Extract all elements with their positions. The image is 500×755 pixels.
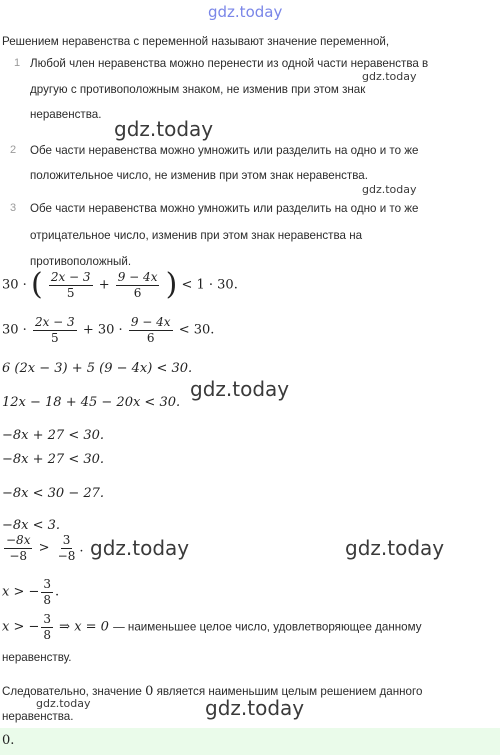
rule-number-1: 1 bbox=[14, 57, 21, 69]
conclusion-line-1: Следовательно, значение 0 является наименьшим целым решением данного bbox=[2, 684, 423, 699]
rule-1-line-3: неравенства. bbox=[30, 108, 102, 121]
equation-line-10: x > − $\frac{3}{8}$ . bbox=[2, 577, 60, 607]
answer-value: 0. bbox=[2, 733, 15, 748]
watermark-small: gdz.today bbox=[362, 70, 417, 83]
watermark-large: gdz.today bbox=[90, 536, 190, 560]
rule-3-line-3: противоположный. bbox=[30, 255, 132, 268]
rule-2-line-2: положительное число, не изменив при этом знак неравенства. bbox=[30, 169, 368, 182]
answer-box bbox=[0, 728, 500, 755]
watermark-large: gdz.today bbox=[205, 696, 305, 720]
equation-line-2: 30 · $\frac{2x - 3}{5}$ + 30 · $\frac{9 - 4x}{6}$ < 30. bbox=[2, 315, 215, 345]
equation-line-4: 12x − 18 + 45 − 20x < 30. bbox=[2, 395, 181, 410]
equation-line-8: −8x < 3. bbox=[2, 518, 61, 533]
rule-1-line-2: другую с противоположным знаком, не изменив при этом знак bbox=[30, 83, 366, 96]
equation-line-1: 30 · ( $\frac{2x - 3}{5}$ + $\frac{9 - 4x}{6}$ ) < 1 · 30. bbox=[2, 267, 238, 302]
equation-line-11: x > − $\frac{3}{8}$ ⇒ x = 0 — наименьшее целое число, удовлетворяющее данному bbox=[2, 612, 422, 642]
equation-line-3: 6 (2x − 3) + 5 (9 − 4x) < 30. bbox=[2, 361, 193, 376]
equation-line-5: −8x + 27 < 30. bbox=[2, 428, 105, 443]
rule-1-line-1: Любой член неравенства можно перенести из одной части неравенства в bbox=[30, 57, 429, 70]
intro-text: Решением неравенства с переменной называют значение переменной, bbox=[2, 35, 390, 48]
rule-3-line-2: отрицательное число, изменив при этом знак неравенства на bbox=[30, 229, 363, 242]
watermark-large: gdz.today bbox=[190, 377, 290, 401]
watermark-large: gdz.today bbox=[345, 536, 445, 560]
rule-3-line-1: Обе части неравенства можно умножить или разделить на одно и то же bbox=[30, 202, 419, 215]
result-text-line-2: неравенству. bbox=[2, 651, 72, 664]
rule-number-3: 3 bbox=[10, 202, 17, 214]
conclusion-line-2: неравенства. bbox=[2, 710, 74, 723]
watermark-large: gdz.today bbox=[114, 117, 214, 141]
rule-number-2: 2 bbox=[10, 144, 17, 156]
watermark-small: gdz.today bbox=[36, 697, 91, 710]
watermark-small: gdz.today bbox=[362, 183, 417, 196]
equation-line-6: −8x + 27 < 30. bbox=[2, 452, 105, 467]
equation-line-7: −8x < 30 − 27. bbox=[2, 486, 105, 501]
watermark-top: gdz.today bbox=[208, 3, 283, 21]
rule-2-line-1: Обе части неравенства можно умножить или разделить на одно и то же bbox=[30, 144, 419, 157]
equation-line-9: $\frac{-8x}{-8}$ > $\frac{3}{-8}$ . bbox=[6, 533, 84, 563]
